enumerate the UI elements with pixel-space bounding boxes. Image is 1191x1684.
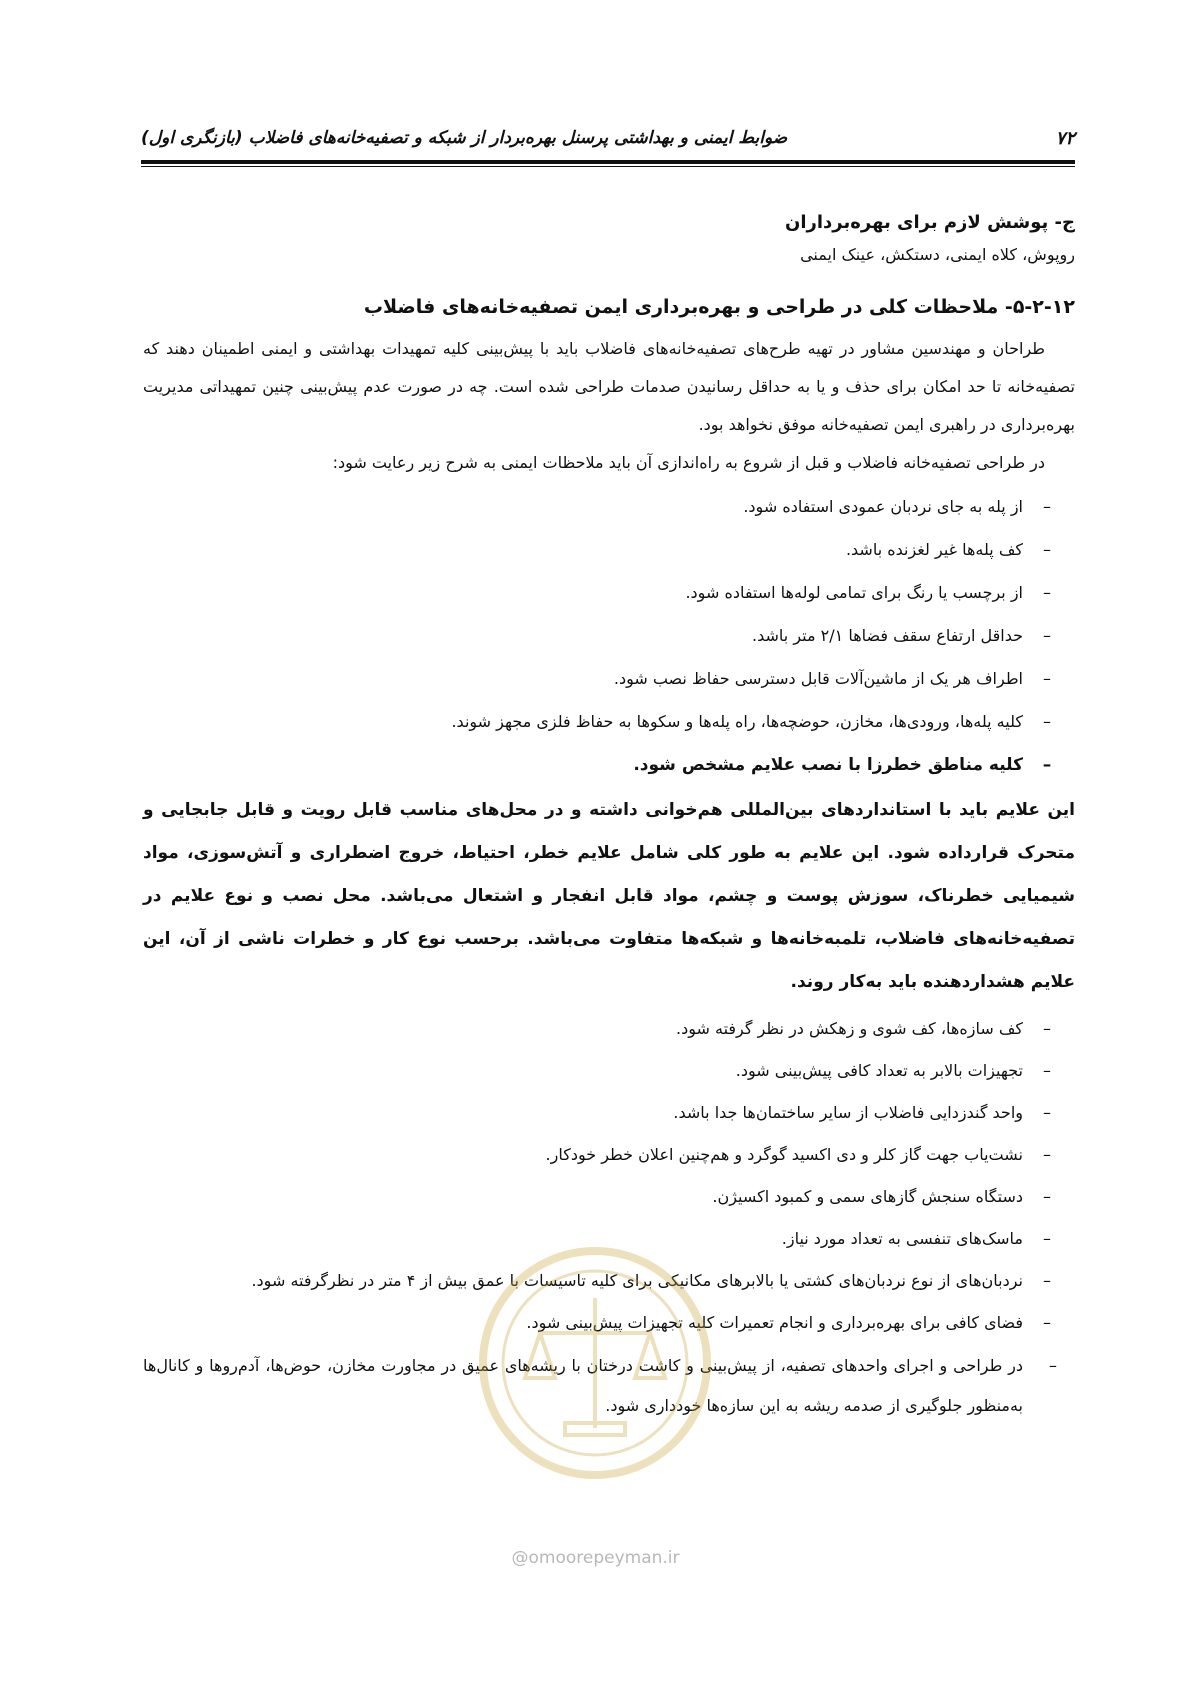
watermark-text: @omoorepeyman.ir [511, 1548, 680, 1568]
subsection-text: روپوش، کلاه ایمنی، دستکش، عینک ایمنی [800, 245, 1075, 264]
requirements-list [143, 488, 1075, 784]
dash-bullet: – [1043, 712, 1051, 731]
header-rule-thin [141, 166, 1075, 167]
list-item-text: کلیه مناطق خطرزا با نصب علایم مشخص شود. [633, 755, 1023, 775]
dash-bullet: – [1043, 1103, 1051, 1122]
list-item [143, 1136, 1057, 1174]
list-item-text: از برچسب یا رنگ برای تمامی لوله‌ها استفاده شود. [685, 583, 1023, 602]
list-item-text: کلیه پله‌ها، ورودی‌ها، مخازن، حوضچه‌ها، راه پله‌ها و سکوها به حفاظ فلزی مجهز شوند. [451, 712, 1023, 731]
paragraph: طراحان و مهندسین مشاور در تهیه طرح‌های تصفیه‌خانه‌های فاضلاب باید با پیش‌بینی کلیه تمهیدات بهداشتی و ایمنی اطمینان دهند که تصفیه‌خانه تا حد امکان برای حذف و یا به حداقل رسانیدن صدمات طراحی شده است. چه در صورت عدم پیش‌بینی چنین تمهیداتی مدیریت بهره‌برداری در راهبری ایمن تصفیه‌خانه موفق نخواهد بود. [143, 339, 1075, 434]
list-item [143, 574, 1057, 612]
list-item [143, 1094, 1057, 1132]
list-item [143, 746, 1057, 784]
list-item-text: از پله به جای نردبان عمودی استفاده شود. [743, 497, 1023, 516]
list-item [143, 1346, 1057, 1426]
list-item [143, 488, 1057, 526]
page-number: ۷۲ [1055, 128, 1075, 149]
dash-bullet: – [1043, 669, 1051, 688]
section-heading: ۵-۲-۱۲- ملاحظات کلی در طراحی و بهره‌برداری ایمن تصفیه‌خانه‌های فاضلاب [363, 296, 1075, 318]
dash-bullet: – [1043, 583, 1051, 602]
running-title: ضوابط ایمنی و بهداشتی پرسنل بهره‌بردار از شبکه و تصفیه‌خانه‌های فاضلاب (بازنگری اول) [141, 128, 788, 148]
page-body [143, 208, 1075, 1430]
list-item-text: فضای کافی برای بهره‌برداری و انجام تعمیرات کلیه تجهیزات پیش‌بینی شود. [526, 1313, 1023, 1332]
list-item-text: کف پله‌ها غیر لغزنده باشد. [845, 540, 1023, 559]
dash-bullet: – [1043, 1313, 1051, 1332]
list-item-text: در طراحی و اجرای واحدهای تصفیه، از پیش‌بینی و کاشت درختان با ریشه‌های عمیق در مجاورت مخازن، حوض‌ها، آدم‌روها و کانال‌ها به‌منظور جلوگیری از صدمه ریشه به این سازه‌ها خودداری شود. [143, 1356, 1023, 1415]
list-item-text: نردبان‌های از نوع نردبان‌های کشتی یا بالابرهای مکانیکی برای کلیه تاسیسات با عمق بیش از ۴ متر در نظرگرفته شود. [251, 1271, 1023, 1290]
list-item-text: نشت‌یاب جهت گاز کلر و دی اکسید گوگرد و هم‌چنین اعلان خطر خودکار. [545, 1145, 1023, 1164]
list-item [143, 1304, 1057, 1342]
list-item-text: کف سازه‌ها، کف شوی و زهکش در نظر گرفته شود. [676, 1019, 1023, 1038]
dash-bullet: – [1043, 540, 1051, 559]
dash-bullet: – [1042, 755, 1052, 775]
requirements-list-2 [143, 1010, 1075, 1426]
dash-bullet: – [1043, 1229, 1051, 1248]
list-item [143, 1052, 1057, 1090]
dash-bullet: – [1043, 1187, 1051, 1206]
list-item [143, 531, 1057, 569]
dash-bullet: – [1043, 1145, 1051, 1164]
list-item-text: اطراف هر یک از ماشین‌آلات قابل دسترسی حفاظ نصب شود. [613, 669, 1023, 688]
dash-bullet: – [1043, 497, 1051, 516]
list-item-text: حداقل ارتفاع سقف فضاها ۲/۱ متر باشد. [752, 626, 1023, 645]
subsection-heading: ج- پوشش لازم برای بهره‌برداران [784, 212, 1075, 233]
list-item [143, 1178, 1057, 1216]
list-item [143, 660, 1057, 698]
list-item [143, 1220, 1057, 1258]
dash-bullet: – [1043, 1271, 1051, 1290]
list-item [143, 1010, 1057, 1048]
page-header [141, 128, 1075, 150]
list-item [143, 1262, 1057, 1300]
list-item-text: تجهیزات بالابر به تعداد کافی پیش‌بینی شود. [735, 1061, 1023, 1080]
list-item [143, 703, 1057, 741]
list-item [143, 617, 1057, 655]
list-item-text: ماسک‌های تنفسی به تعداد مورد نیاز. [781, 1229, 1023, 1248]
header-rule-thick [141, 160, 1075, 164]
list-item-text: دستگاه سنجش گازهای سمی و کمبود اکسیژن. [712, 1187, 1023, 1206]
list-item-text: واحد گندزدایی فاضلاب از سایر ساختمان‌ها جدا باشد. [673, 1103, 1023, 1122]
bold-paragraph: این علایم باید با استانداردهای بین‌المللی هم‌خوانی داشته و در محل‌های مناسب قابل رویت و قابل جابجایی و متحرک قرارداده شود. این علایم به طور کلی شامل علایم خطر، احتیاط، خروج اضطراری و آتش‌سوزی، مواد شیمیایی خطرناک، سوزش پوست و چشم، مواد قابل انفجار و اشتعال می‌باشد. محل نصب و نوع علایم در تصفیه‌خانه‌های فاضلاب، تلمبه‌خانه‌ها و شبکه‌ها متفاوت می‌باشد. برحسب نوع کار و خطرات ناشی از آن، این علایم هشداردهنده باید به‌کار روند. [143, 800, 1075, 992]
dash-bullet: – [1043, 1019, 1051, 1038]
dash-bullet: – [1049, 1356, 1057, 1375]
paragraph: در طراحی تصفیه‌خانه فاضلاب و قبل از شروع به راه‌اندازی آن باید ملاحظات ایمنی به شرح زیر رعایت شود: [332, 453, 1045, 472]
dash-bullet: – [1043, 626, 1051, 645]
dash-bullet: – [1043, 1061, 1051, 1080]
